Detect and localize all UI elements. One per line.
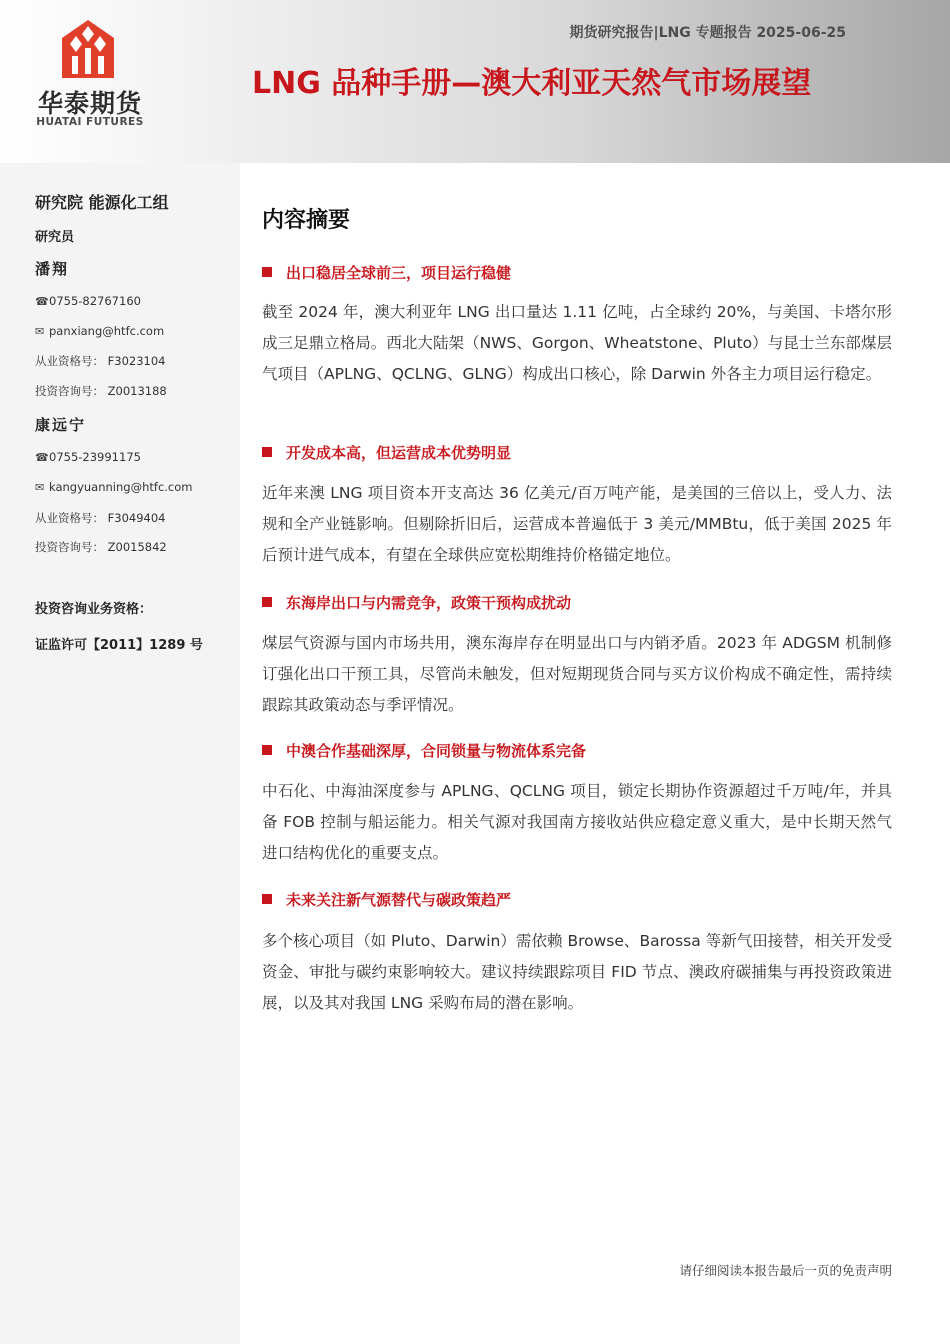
section-heading: 出口稳居全球前三，项目运行稳健: [262, 262, 892, 283]
mail-icon: ✉: [35, 481, 45, 494]
license-value: 证监许可【2011】1289 号: [35, 638, 203, 653]
bullet-square-icon: [262, 597, 272, 607]
analyst-qualification: 从业资格号： F3023104: [35, 354, 166, 368]
phone-icon: ☎: [35, 451, 49, 464]
bullet-square-icon: [262, 447, 272, 457]
section-body: 煤层气资源与国内市场共用，澳东海岸存在明显出口与内销矛盾。2023 年 ADGSM 机制修订强化出口干预工具，尽管尚未触发，但对短期现货合同与买方议价构成不确定性，需持续跟踪其政策动态与季评情况。: [262, 634, 892, 714]
bullet-square-icon: [262, 745, 272, 755]
bullet-square-icon: [262, 267, 272, 277]
analyst-email[interactable]: ✉ kangyuanning@htfc.com: [35, 480, 193, 494]
disclaimer-note: 请仔细阅读本报告最后一页的免责声明: [679, 1263, 892, 1278]
report-header: [0, 0, 950, 163]
analyst-name: 康远宁: [35, 416, 87, 434]
analyst-consulting-no: 投资咨询号： Z0015842: [35, 540, 167, 554]
huatai-logo-icon: [62, 20, 114, 78]
section-body: 近年来澳 LNG 项目资本开支高达 36 亿美元/百万吨产能，是美国的三倍以上，受人力、法规和全产业链影响。但剔除折旧后，运营成本普遍低于 3 美元/MMBtu，低于美国 2025 年后预计进气成本，有望在全球供应宽松期维持价格锚定地位。: [262, 484, 892, 564]
section-heading: 中澳合作基础深厚，合同锁量与物流体系完备: [262, 740, 892, 761]
department: 研究院 能源化工组: [35, 193, 169, 212]
brand-name-cn: 华泰期货: [37, 89, 142, 118]
mail-icon: ✉: [35, 325, 45, 338]
section-body: 截至 2024 年，澳大利亚年 LNG 出口量达 1.11 亿吨，占全球约 20%，与美国、卡塔尔形成三足鼎立格局。西北大陆架（NWS、Gorgon、Wheatstone、Pluto）与昆士兰东部煤层气项目（APLNG、QCLNG、GLNG）构成出口核心，除 Darwin 外各主力项目运行稳定。: [262, 303, 892, 383]
brand-name-en: HUATAI FUTURES: [36, 116, 144, 128]
analyst-phone: ☎0755-82767160: [35, 294, 141, 308]
section-heading: 东海岸出口与内需竞争，政策干预构成扰动: [262, 592, 892, 613]
bullet-square-icon: [262, 894, 272, 904]
license-heading: 投资咨询业务资格：: [35, 602, 153, 617]
report-title: LNG 品种手册—澳大利亚天然气市场展望: [252, 66, 812, 101]
analyst-phone: ☎0755-23991175: [35, 450, 141, 464]
section-heading: 未来关注新气源替代与碳政策趋严: [262, 889, 892, 910]
analyst-consulting-no: 投资咨询号： Z0013188: [35, 384, 167, 398]
abstract-title: 内容摘要: [262, 208, 351, 233]
analyst-name: 潘翔: [35, 260, 70, 278]
analyst-role: 研究员: [35, 230, 75, 245]
author-sidebar: [0, 163, 240, 1344]
analyst-email[interactable]: ✉ panxiang@htfc.com: [35, 324, 165, 338]
section-body: 中石化、中海油深度参与 APLNG、QCLNG 项目，锁定长期协作资源超过千万吨/年，并具备 FOB 控制与船运能力。相关气源对我国南方接收站供应稳定意义重大，是中长期天然气进口结构优化的重要支点。: [262, 782, 892, 862]
phone-icon: ☎: [35, 295, 49, 308]
analyst-qualification: 从业资格号： F3049404: [35, 511, 166, 525]
section-body: 多个核心项目（如 Pluto、Darwin）需依赖 Browse、Barossa 等新气田接替，相关开发受资金、审批与碳约束影响较大。建议持续跟踪项目 FID 节点、澳政府碳捕集与再投资政策进展，以及其对我国 LNG 采购布局的潜在影响。: [262, 932, 892, 1012]
section-heading: 开发成本高，但运营成本优势明显: [262, 442, 892, 463]
report-meta: 期货研究报告|LNG 专题报告 2025-06-25: [569, 25, 846, 41]
